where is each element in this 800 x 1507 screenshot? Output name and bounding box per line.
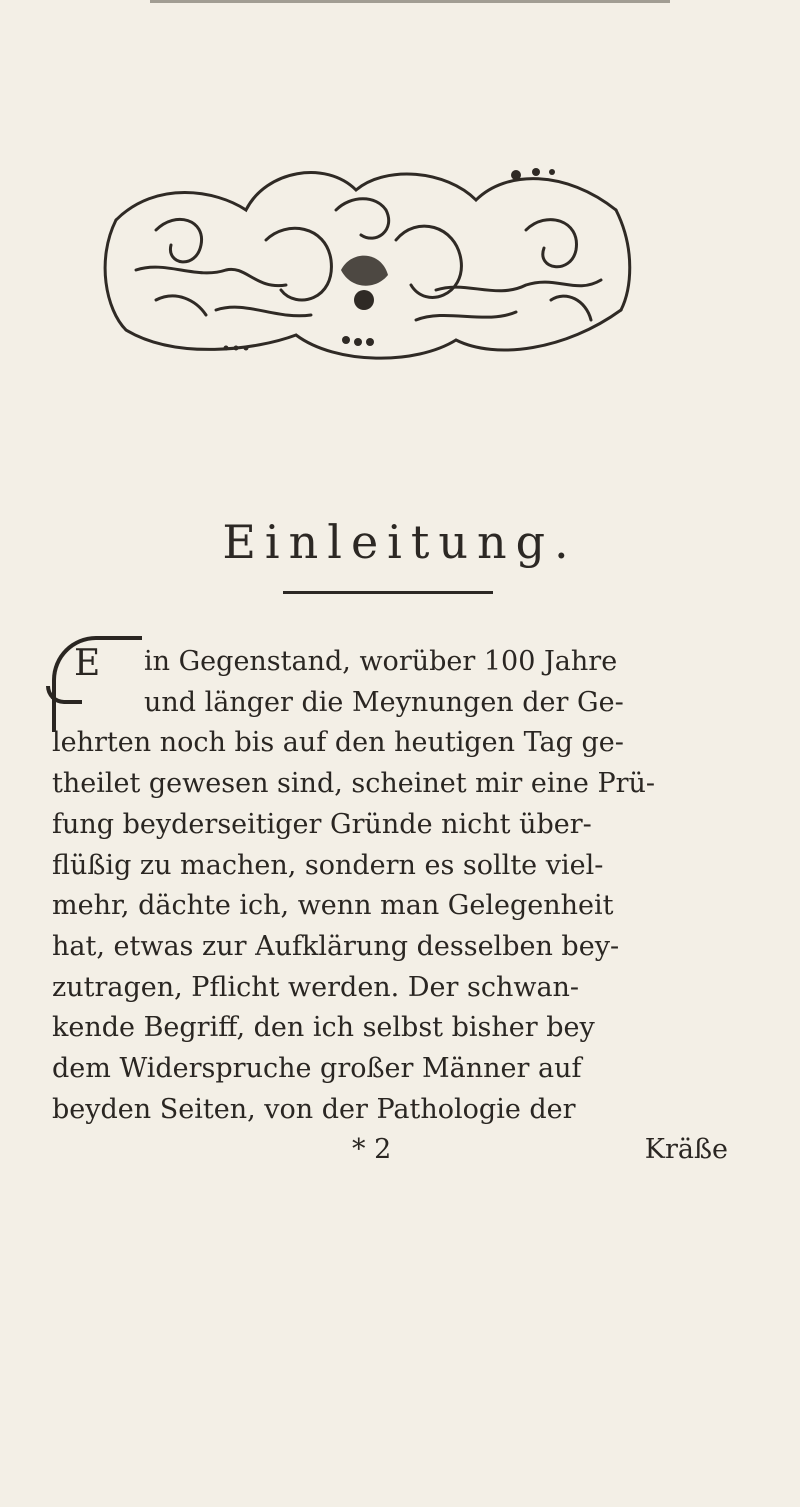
page-footer-line bbox=[52, 1130, 768, 1171]
top-edge-rule bbox=[150, 0, 670, 3]
body-paragraph bbox=[52, 642, 768, 1171]
text-line: zutragen, Pflicht werden. Der schwan- bbox=[52, 971, 580, 1003]
chapter-heading: Einleitung. bbox=[222, 515, 578, 569]
text-line: dem Widerspruche großer Männer auf bbox=[52, 1053, 582, 1085]
heading-underline bbox=[283, 591, 493, 594]
text-line: und länger die Meynungen der Ge- bbox=[144, 686, 624, 718]
text-line: fung beyderseitiger Gründe nicht über- bbox=[52, 808, 592, 840]
text-line: kende Begriff, den ich selbst bisher bey bbox=[52, 1012, 595, 1044]
drop-cap-initial: E bbox=[52, 636, 142, 732]
text-line: theilet gewesen sind, scheinet mir eine Prü- bbox=[52, 768, 656, 800]
text-line: in Gegenstand, worüber 100 Jahre bbox=[144, 646, 618, 677]
text-line: hat, etwas zur Aufklärung desselben bey- bbox=[52, 930, 620, 962]
text-line: flüßig zu machen, sondern es sollte viel- bbox=[52, 849, 604, 881]
decorative-headpiece-ornament bbox=[96, 150, 632, 370]
signature-mark: * 2 bbox=[352, 1134, 392, 1166]
catchword: Kräße bbox=[644, 1134, 728, 1166]
text-line: mehr, dächte ich, wenn man Gelegenheit bbox=[52, 890, 614, 922]
text-line: lehrten noch bis auf den heutigen Tag ge- bbox=[52, 727, 624, 759]
text-line: beyden Seiten, von der Pathologie der bbox=[52, 1093, 576, 1125]
